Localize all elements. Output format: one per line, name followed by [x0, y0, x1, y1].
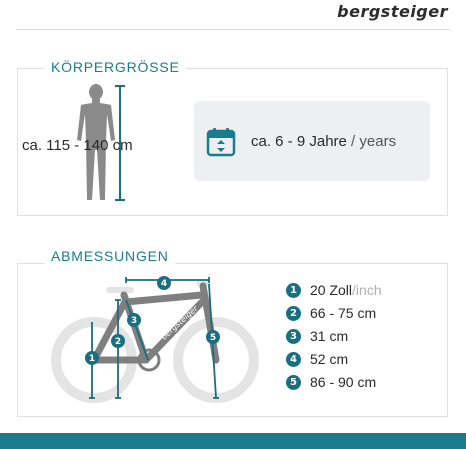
- svg-text:3: 3: [130, 316, 138, 326]
- dimension-item-3: 3 31 cm: [286, 327, 348, 345]
- svg-text:4: 4: [160, 279, 168, 289]
- body-size-title: KÖRPERGRÖSSE: [45, 59, 186, 75]
- age-range-text: ca. 6 - 9 Jahre / years: [251, 133, 397, 150]
- age-range-box: [194, 101, 430, 181]
- calendar-icon: [206, 127, 236, 157]
- header-divider: [16, 29, 450, 30]
- footer-bar: [0, 433, 466, 449]
- bike-diagram: [46, 270, 266, 410]
- saddle: [106, 287, 134, 293]
- dimension-item-5: 5 86 - 90 cm: [286, 373, 376, 391]
- brand-logo: bergsteiger: [337, 2, 448, 21]
- marker-1: 1: [286, 283, 301, 298]
- dimensions-title: ABMESSUNGEN: [45, 248, 175, 264]
- marker-4: 4: [286, 352, 301, 367]
- dimension-item-1: 1 20 Zoll / inch: [286, 281, 382, 299]
- frame-brand-text: bergsteiger: [159, 303, 200, 342]
- dimension-item-4: 4 52 cm: [286, 350, 348, 368]
- svg-text:2: 2: [114, 337, 122, 347]
- marker-2: 2: [286, 306, 301, 321]
- dimension-item-2: 2 66 - 75 cm: [286, 304, 376, 322]
- marker-5: 5: [286, 375, 301, 390]
- marker-3: 3: [286, 329, 301, 344]
- svg-text:1: 1: [88, 354, 96, 364]
- svg-text:5: 5: [209, 333, 217, 343]
- body-height-range: ca. 115 - 140 cm: [22, 137, 133, 154]
